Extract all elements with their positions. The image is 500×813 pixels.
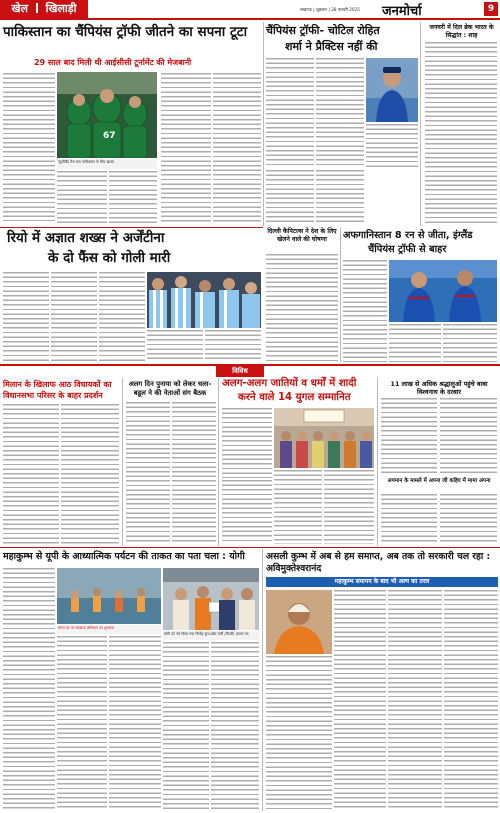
- marriage-ceremony-photo: [274, 408, 374, 468]
- kashi-body-col2: [440, 398, 497, 476]
- rohit-body-col4: [266, 170, 314, 224]
- yogi-body-col3: [109, 636, 161, 810]
- section-tag-right: खिलाड़ी: [45, 2, 77, 15]
- assam-subhead: महाकुम्भ समापन के बाद भी अल्प का तरल: [266, 577, 498, 587]
- afg-players-photo: [389, 260, 497, 322]
- zardran-body: [425, 42, 497, 224]
- section-tag: [0, 0, 88, 18]
- delhi-headline: दिल्ली कैपिटल्स ने देश के लिए खेलने वाले की घोषणा: [267, 228, 337, 243]
- rohit-body-col1: [266, 58, 314, 168]
- svg-text:67: 67: [103, 131, 116, 141]
- yogi-body-col5: [211, 642, 259, 810]
- pak-body-col5: [213, 73, 261, 223]
- assam-body-col1: [334, 590, 386, 810]
- assam-body-col3: [444, 590, 498, 810]
- argentina-body-col5: [205, 330, 261, 362]
- sangam-cleanup-photo: [57, 568, 161, 624]
- paper-name: जनमोर्चा: [382, 4, 422, 19]
- kashi-headline: 11 लाख से अधिक श्रद्धालुओं पहुंचे बाबा विश्वनाथ के दरबार: [390, 380, 488, 396]
- sangam-caption: संगम तट पर स्वच्छता अभियान का शुभारंभ: [57, 625, 161, 634]
- pak-body-col1: [3, 73, 55, 221]
- ambedkar-body-col1: [126, 402, 170, 544]
- marriage-body-col4: [222, 480, 272, 544]
- yogi-body-col1: [3, 568, 55, 810]
- afg-body-col2: [389, 324, 441, 362]
- kashi-body-col1: [381, 398, 437, 476]
- ambedkar-headline: अलग दिन पुनाया को लेकर चला-बडूल ने की नेताओं संग बैठक: [128, 380, 212, 397]
- argentina-headline-2: के दो फैंस को गोली मारी: [48, 250, 171, 266]
- pak-headline: पाकिस्तान का चैंपियंस ट्रॉफी जीतने का सपना टूटा: [3, 24, 248, 40]
- afg-body-col3: [443, 324, 497, 362]
- yogi-body-col4: [163, 642, 209, 810]
- rohit-body-col3: [366, 124, 418, 168]
- yogi-certificate-photo: [163, 568, 259, 630]
- milan-body-col2: [61, 404, 119, 544]
- masthead: [0, 0, 500, 20]
- argentina-fans-photo: [147, 272, 261, 328]
- rohit-photo: [366, 58, 418, 122]
- goni-caption: योगी को भेंट किया गया निर्मोह कुंभ-खेल वर्जी (फिर्जी) प्रमाण पत्र: [163, 631, 259, 640]
- afg-body-col1: [343, 260, 387, 362]
- marriage-body-col3: [324, 470, 374, 544]
- pak-body-col4: [161, 73, 211, 223]
- kashi-body-col3: [381, 494, 437, 544]
- dateline: लखनऊ | शुक्रवार | 28 फरवरी 2025: [300, 7, 360, 12]
- argentina-headline-1: रियो में अज्ञात शख्स ने अर्जेंटीना: [7, 230, 165, 246]
- assam-body-col2: [388, 590, 442, 810]
- pak-photo-caption: न्यूजीलैंड मैच बना पाकिस्तान के लिए खतरा: [57, 159, 157, 169]
- rohit-headline-1: चैंपियंस ट्रॉफी- चोटिल रोहित: [266, 24, 380, 37]
- section-tag-left: खेल: [11, 2, 28, 15]
- delhi-body: [266, 254, 338, 362]
- argentina-body-col4: [147, 330, 203, 362]
- yogi-body-col2: [57, 636, 107, 810]
- marriage-body-col1: [222, 408, 272, 478]
- argentina-body-col1: [3, 272, 49, 362]
- pak-team-photo: [57, 72, 157, 158]
- marriage-body-col2: [274, 470, 322, 544]
- pak-subhead: 29 साल बाद मिली थी आईसीसी टूर्नामेंट की मेजबानी: [34, 58, 192, 67]
- argentina-body-col3: [99, 272, 145, 362]
- yogi-headline: महाकुम्भ से यूपी के आध्यात्मिक पर्यटन की ताकत का पता चला : योगी: [3, 551, 245, 562]
- vividh-label: विविध: [216, 366, 264, 377]
- marriage-headline-1: अलग-अलग जातियों व धर्मों में शादी: [222, 378, 357, 389]
- afg-headline-1: अफगानिस्तान 8 रन से जीता, इंग्लैंड: [343, 230, 473, 241]
- afg-headline-2: चैंपियंस ट्रॉफी से बाहर: [368, 244, 447, 255]
- zardran-headline: जनवरी में दिल ब्रेक भारत के सिद्धांत : शाह: [429, 24, 494, 39]
- assam-headline: असली कुम्भ में अब से हम समाप्त, अब तक तो सरकारी चल रहा : अविमुक्तेश्वरानंद: [266, 551, 491, 574]
- kashi-subhead: अपमान के मामले में अपना जी कहिए में मामा अपना: [387, 478, 491, 484]
- rohit-body-col5: [316, 170, 364, 224]
- pak-body-col3: [109, 171, 157, 223]
- ambedkar-body-col2: [172, 402, 216, 544]
- milan-body-col1: [3, 404, 59, 544]
- pak-body-col2: [57, 171, 107, 223]
- marriage-headline-2: करने वाले 14 युगल सम्मानित: [238, 392, 351, 403]
- avimukteshwaranand-photo: [266, 590, 332, 654]
- kashi-body-col4: [440, 494, 497, 544]
- argentina-body-col2: [51, 272, 97, 362]
- milan-headline: मिलान के खिलाफ आठ विधायकों का विधानसभा परिसर के बाहर प्रदर्शन: [3, 380, 112, 400]
- assam-body-col0: [266, 656, 332, 810]
- rohit-body-col2: [316, 58, 364, 168]
- page-number: 9: [484, 2, 498, 16]
- rohit-headline-2: शर्मा ने प्रैक्टिस नहीं की: [285, 40, 378, 53]
